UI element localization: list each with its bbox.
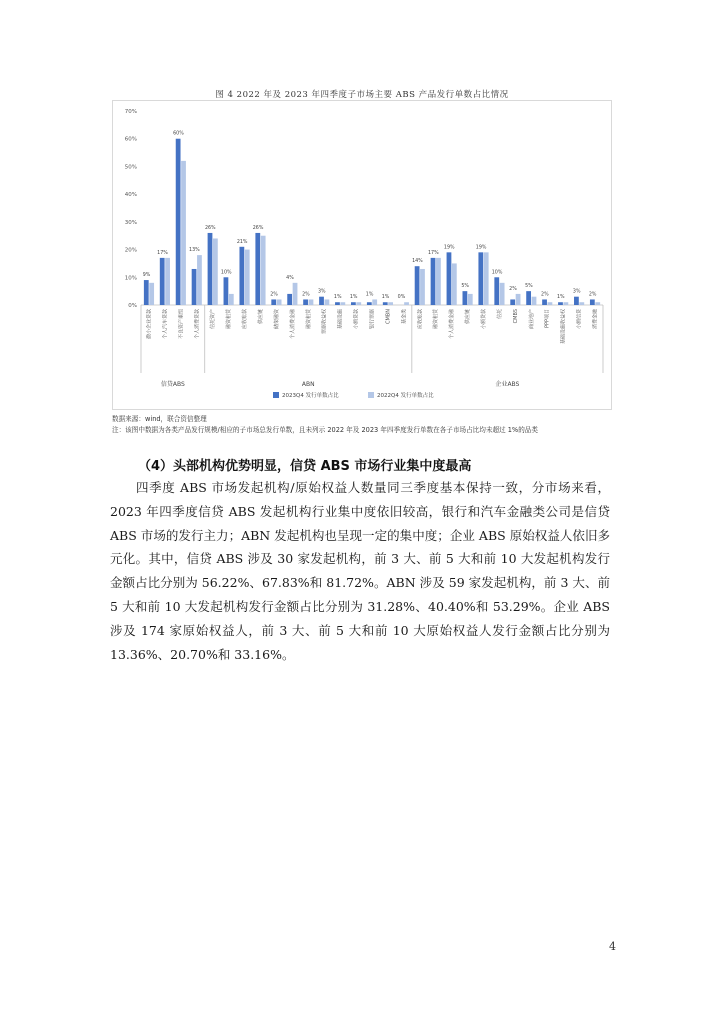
bar-2022q4 <box>293 283 298 305</box>
bar-2022q4 <box>261 236 266 305</box>
group-label: 企业ABS <box>495 381 520 388</box>
data-label: 3% <box>318 289 326 295</box>
category-label: 商业地产 <box>528 309 535 330</box>
bar-2022q4 <box>532 297 537 305</box>
data-label: 1% <box>333 295 342 301</box>
bar-2022q4 <box>181 161 186 305</box>
legend-label-2022q4: 2022Q4 发行单数占比 <box>377 393 434 399</box>
legend-label-2023q4: 2023Q4 发行单数占比 <box>282 393 339 399</box>
bar-2022q4 <box>165 258 170 305</box>
category-label: 微小企业贷款 <box>146 309 153 340</box>
category-label: 融资租赁 <box>305 309 312 330</box>
y-tick-label: 70% <box>124 109 137 115</box>
bar-2022q4 <box>548 302 553 305</box>
category-label: 储架融资 <box>273 309 280 330</box>
bar-2022q4 <box>500 283 505 305</box>
bar-2023q4 <box>367 302 372 305</box>
y-tick-label: 20% <box>124 247 137 254</box>
data-label: 2% <box>541 292 549 298</box>
category-label: 基础设施收益权 <box>560 309 567 345</box>
data-label: 1% <box>556 295 565 301</box>
bar-2023q4 <box>239 247 244 305</box>
data-label: 19% <box>475 245 487 251</box>
bar-2023q4 <box>574 297 579 305</box>
bar-2022q4 <box>197 255 202 305</box>
data-label: 5% <box>525 284 533 290</box>
category-label: 个人消费金融 <box>449 309 456 340</box>
bar-2023q4 <box>415 266 420 305</box>
data-label: 3% <box>572 289 581 295</box>
bar-2022q4 <box>356 302 361 305</box>
category-label: 个人消费贷款 <box>194 309 201 340</box>
bar-2022q4 <box>325 299 330 305</box>
category-label: 融资租赁 <box>226 309 233 330</box>
bar-2022q4 <box>516 294 521 305</box>
bar-2022q4 <box>579 302 584 305</box>
data-label: 2% <box>270 292 278 298</box>
figure-caption: 图 4 2022 年及 2023 年四季度子市场主要 ABS 产品发行单数占比情况 <box>215 90 509 100</box>
data-label: 5% <box>461 284 470 290</box>
bar-2023q4 <box>208 233 213 305</box>
category-label: 基础设施 <box>337 309 344 330</box>
category-label: 应收账款 <box>242 309 249 330</box>
data-label: 21% <box>236 239 248 245</box>
bar-2023q4 <box>303 299 308 305</box>
data-label: 13% <box>189 248 200 254</box>
category-label: 小额信贷 <box>576 309 583 330</box>
data-label: 17% <box>157 250 168 256</box>
category-label: 融资租赁 <box>433 309 440 330</box>
section-heading: （4）头部机构优势明显，信贷 ABS 市场行业集中度最高 <box>138 459 472 474</box>
bar-2022q4 <box>468 294 473 305</box>
bar-2023q4 <box>542 299 547 305</box>
bar-2023q4 <box>351 302 356 305</box>
data-label: 4% <box>286 275 294 281</box>
bar-2023q4 <box>224 277 229 305</box>
bar-2023q4 <box>176 139 181 305</box>
data-label: 9% <box>142 273 151 279</box>
bar-2022q4 <box>372 299 377 305</box>
data-label: 2% <box>302 292 310 298</box>
bar-2023q4 <box>271 299 276 305</box>
bar-2022q4 <box>563 302 568 305</box>
chart-container <box>112 100 612 410</box>
bar-2022q4 <box>404 302 409 305</box>
category-label: 消费金融 <box>592 309 599 330</box>
data-label: 26% <box>204 225 216 231</box>
bar-2023q4 <box>160 258 165 305</box>
bar-2023q4 <box>494 277 499 305</box>
group-label: 信贷ABS <box>160 381 185 388</box>
bar-2022q4 <box>213 238 218 305</box>
bar-2022q4 <box>149 283 154 305</box>
bar-2022q4 <box>388 302 393 305</box>
y-tick-label: 60% <box>124 136 137 143</box>
bar-2022q4 <box>420 269 425 305</box>
bar-2022q4 <box>452 263 457 305</box>
bar-2023q4 <box>526 291 531 305</box>
bar-2023q4 <box>255 233 260 305</box>
bar-2023q4 <box>335 302 340 305</box>
legend-swatch-2023q4 <box>273 392 279 398</box>
bar-2023q4 <box>144 280 149 305</box>
category-label: CMBS <box>512 309 519 324</box>
figure-note: 注：该图中数据为各类产品发行规模/相应的子市场总发行单数，且未列示 2022 年及 2023 年四季度发行单数在各子市场占比均未超过 1%的品类 <box>112 426 538 434</box>
category-label: PPP项目 <box>544 309 551 329</box>
group-label: ABN <box>301 381 315 388</box>
data-label: 14% <box>412 259 423 265</box>
category-label: 个人消费金融 <box>289 309 296 340</box>
bar-2023q4 <box>510 299 515 305</box>
category-label: 信托资产 <box>210 309 217 330</box>
category-label: 票据收益权 <box>321 309 328 335</box>
y-tick-label: 30% <box>124 219 137 226</box>
bar-2022q4 <box>229 294 234 305</box>
bar-2023q4 <box>319 297 324 305</box>
category-label: 个人汽车贷款 <box>162 309 169 340</box>
y-tick-label: 40% <box>124 192 137 199</box>
category-label: 供应链 <box>465 309 472 325</box>
data-label: 0% <box>397 295 406 301</box>
data-label: 2% <box>588 292 597 298</box>
category-label: 银行票据 <box>369 309 376 330</box>
bar-2022q4 <box>340 302 345 305</box>
y-tick-label: 50% <box>124 164 137 171</box>
data-label: 26% <box>252 225 264 231</box>
bar-2022q4 <box>595 302 600 305</box>
data-label: 10% <box>220 270 232 276</box>
data-label: 10% <box>491 270 503 276</box>
bar-2023q4 <box>383 302 388 305</box>
data-label: 17% <box>427 250 439 256</box>
bar-2022q4 <box>309 299 314 305</box>
bar-2023q4 <box>558 302 563 305</box>
bar-2023q4 <box>463 291 468 305</box>
page-number: 4 <box>609 940 616 953</box>
bar-2023q4 <box>447 252 452 305</box>
category-label: 基金类 <box>401 309 408 325</box>
y-tick-label: 10% <box>124 275 137 282</box>
body-paragraph: 四季度 ABS 市场发起机构/原始权益人数量同三季度基本保持一致，分市场来看，2023 年四季度信贷 ABS 发起机构行业集中度依旧较高，银行和汽车金融类公司是信贷 ABS 市场的发行主力；ABN 发起机构也呈现一定的集中度；企业 ABS 原始权益人依旧多元化。其中，信贷 ABS 涉及 30 家发起机构，前 3 大、前 5 大和前 10 大发起机构发行金额占比分别为 56.22%、67.83%和 81.72%。ABN 涉及 59 家发起机构，前 3 大、前 5 大和前 10 大发起机构发行金额占比分别为 31.28%、40.40%和 53.29%。企业 ABS 涉及 174 家原始权益人，前 3 大、前 5 大和前 10 大原始权益人发行金额占比分别为 13.36%、20.70%和 33.16%。 <box>110 480 610 662</box>
bar-2023q4 <box>431 258 436 305</box>
bar-2023q4 <box>287 294 292 305</box>
bar-chart <box>113 101 611 409</box>
bar-2023q4 <box>192 269 197 305</box>
y-tick-label: 0% <box>128 303 137 309</box>
bar-2023q4 <box>478 252 483 305</box>
category-label: 供应链 <box>257 309 264 325</box>
data-label: 19% <box>443 245 455 251</box>
bar-2022q4 <box>245 250 250 305</box>
category-label: 不良资产重组 <box>178 309 185 340</box>
category-label: 应收账款 <box>417 309 424 330</box>
data-label: 2% <box>509 286 517 292</box>
category-label: 信托 <box>496 309 503 320</box>
data-label: 1% <box>365 292 374 298</box>
bar-2022q4 <box>277 299 282 305</box>
figure-source: 数据来源：wind，联合资信整理 <box>112 415 207 423</box>
bar-2022q4 <box>484 252 489 305</box>
bar-2022q4 <box>436 258 441 305</box>
data-label: 1% <box>381 295 390 301</box>
category-label: 小额贷款 <box>481 309 488 330</box>
data-label: 60% <box>173 131 184 137</box>
data-label: 1% <box>349 295 358 301</box>
category-label: 小额贷款 <box>353 309 360 330</box>
category-label: CMBN <box>385 309 392 324</box>
legend-swatch-2022q4 <box>368 392 374 398</box>
bar-2023q4 <box>590 299 595 305</box>
